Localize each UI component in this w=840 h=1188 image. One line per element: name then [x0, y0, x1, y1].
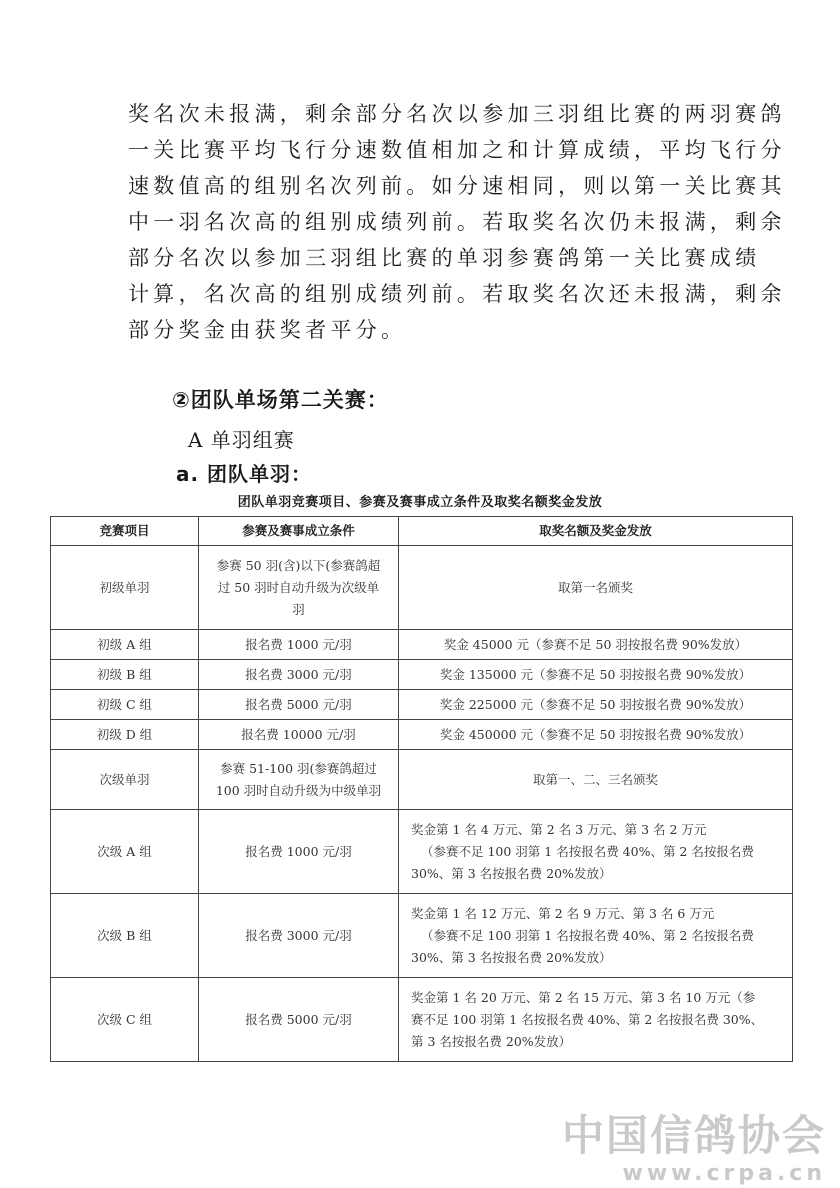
cell-condition: [199, 978, 399, 1062]
header-item: 竞赛项目: [51, 517, 199, 546]
body-paragraph: [128, 96, 786, 348]
condition-line: 100 羽时自动升级为中级单羽: [215, 782, 382, 798]
condition-line: 参赛 51-100 羽(参赛鸽超过: [220, 760, 377, 776]
table-row: [51, 894, 793, 978]
table-row: [51, 978, 793, 1062]
paragraph-line: 部分奖金由获奖者平分。: [128, 318, 407, 342]
award-line: 取第一、二、三名颁奖: [532, 771, 658, 787]
cell-condition: [199, 546, 399, 630]
condition-line: 报名费 3000 元/羽: [245, 927, 352, 943]
award-line: 取第一名颁奖: [557, 579, 633, 595]
cell-award: [399, 978, 793, 1062]
condition-line: 参赛 50 羽(含)以下(参赛鸽超: [216, 557, 381, 573]
table-row: [51, 750, 793, 810]
award-line: （参赛不足 100 羽第 1 名按报名费 40%、第 2 名按报名费: [421, 927, 754, 943]
table-row: [51, 690, 793, 720]
paragraph-line: 计算，名次高的组别成绩列前。若取奖名次还未报满，剩余: [128, 282, 786, 306]
header-award: 取奖名额及奖金发放: [399, 517, 793, 546]
cell-item: 次级单羽: [51, 750, 199, 810]
cell-item: 初级单羽: [51, 546, 199, 630]
award-line: 30%、第 3 名按报名费 20%发放）: [411, 949, 612, 965]
cell-condition: [199, 690, 399, 720]
table-row: [51, 630, 793, 660]
cell-item: 次级 A 组: [51, 810, 199, 894]
cell-condition: [199, 750, 399, 810]
sub-subsection-heading: a. 团队单羽：: [176, 462, 313, 486]
award-line: 奖金 225000 元（参赛不足 50 羽按报名费 90%发放）: [439, 696, 752, 712]
header-condition: 参赛及赛事成立条件: [199, 517, 399, 546]
cell-condition: [199, 720, 399, 750]
condition-line: 过 50 羽时自动升级为次级单: [217, 579, 380, 595]
cell-item: 次级 C 组: [51, 978, 199, 1062]
cell-item: 初级 D 组: [51, 720, 199, 750]
table-row: [51, 720, 793, 750]
cell-item: 次级 B 组: [51, 894, 199, 978]
cell-award: [399, 690, 793, 720]
condition-line: 报名费 5000 元/羽: [245, 1011, 352, 1027]
table-row: [51, 546, 793, 630]
watermark-name: 中国信鸽协会: [561, 1111, 826, 1160]
table-title: 团队单羽竞赛项目、参赛及赛事成立条件及取奖名额奖金发放: [237, 495, 603, 510]
condition-line: 报名费 10000 元/羽: [241, 726, 356, 742]
award-line: 奖金 450000 元（参赛不足 50 羽按报名费 90%发放）: [439, 726, 752, 742]
award-line: 奖金第 1 名 4 万元、第 2 名 3 万元、第 3 名 2 万元: [411, 821, 707, 837]
award-line: 奖金第 1 名 20 万元、第 2 名 15 万元、第 3 名 10 万元（参: [411, 989, 756, 1005]
paragraph-line: 速数值高的组别名次列前。如分速相同，则以第一关比赛其: [128, 174, 786, 198]
watermark-logo: [562, 1112, 826, 1188]
award-line: 奖金 45000 元（参赛不足 50 羽按报名费 90%发放）: [443, 636, 748, 652]
prize-table: [50, 516, 793, 1062]
section-heading: ②团队单场第二关赛：: [172, 388, 389, 412]
award-line: 赛不足 100 羽第 1 名按报名费 40%、第 2 名按报名费 30%、: [411, 1011, 764, 1027]
award-line: （参赛不足 100 羽第 1 名按报名费 40%、第 2 名按报名费: [421, 843, 754, 859]
condition-line: 报名费 1000 元/羽: [245, 636, 352, 652]
subsection-heading: A 单羽组赛: [188, 428, 295, 452]
condition-line: 报名费 3000 元/羽: [245, 666, 352, 682]
paragraph-line: 部分名次以参加三羽组比赛的单羽参赛鸽第一关比赛成绩: [128, 246, 761, 270]
cell-condition: [199, 630, 399, 660]
table-header-row: [51, 517, 793, 546]
cell-item: 初级 B 组: [51, 660, 199, 690]
award-line: 奖金第 1 名 12 万元、第 2 名 9 万元、第 3 名 6 万元: [411, 905, 715, 921]
award-line: 30%、第 3 名按报名费 20%发放）: [411, 865, 612, 881]
award-line: 奖金 135000 元（参赛不足 50 羽按报名费 90%发放）: [439, 666, 752, 682]
cell-award: [399, 660, 793, 690]
cell-award: [399, 894, 793, 978]
paragraph-line: 一关比赛平均飞行分速数值相加之和计算成绩，平均飞行分: [128, 138, 786, 162]
cell-condition: [199, 660, 399, 690]
cell-award: [399, 750, 793, 810]
condition-line: 报名费 5000 元/羽: [245, 696, 352, 712]
cell-item: 初级 A 组: [51, 630, 199, 660]
paragraph-line: 奖名次未报满，剩余部分名次以参加三羽组比赛的两羽赛鸽: [128, 102, 786, 126]
table-row: [51, 660, 793, 690]
condition-line: 报名费 1000 元/羽: [245, 843, 352, 859]
cell-award: [399, 810, 793, 894]
award-line: 第 3 名按报名费 20%发放）: [411, 1033, 572, 1049]
table-row: [51, 810, 793, 894]
cell-award: [399, 720, 793, 750]
condition-line: 羽: [292, 601, 305, 617]
watermark-url: www.crpa.cn: [622, 1161, 826, 1186]
cell-condition: [199, 894, 399, 978]
cell-condition: [199, 810, 399, 894]
cell-award: [399, 630, 793, 660]
cell-award: [399, 546, 793, 630]
paragraph-line: 中一羽名次高的组别成绩列前。若取奖名次仍未报满，剩余: [128, 210, 786, 234]
cell-item: 初级 C 组: [51, 690, 199, 720]
